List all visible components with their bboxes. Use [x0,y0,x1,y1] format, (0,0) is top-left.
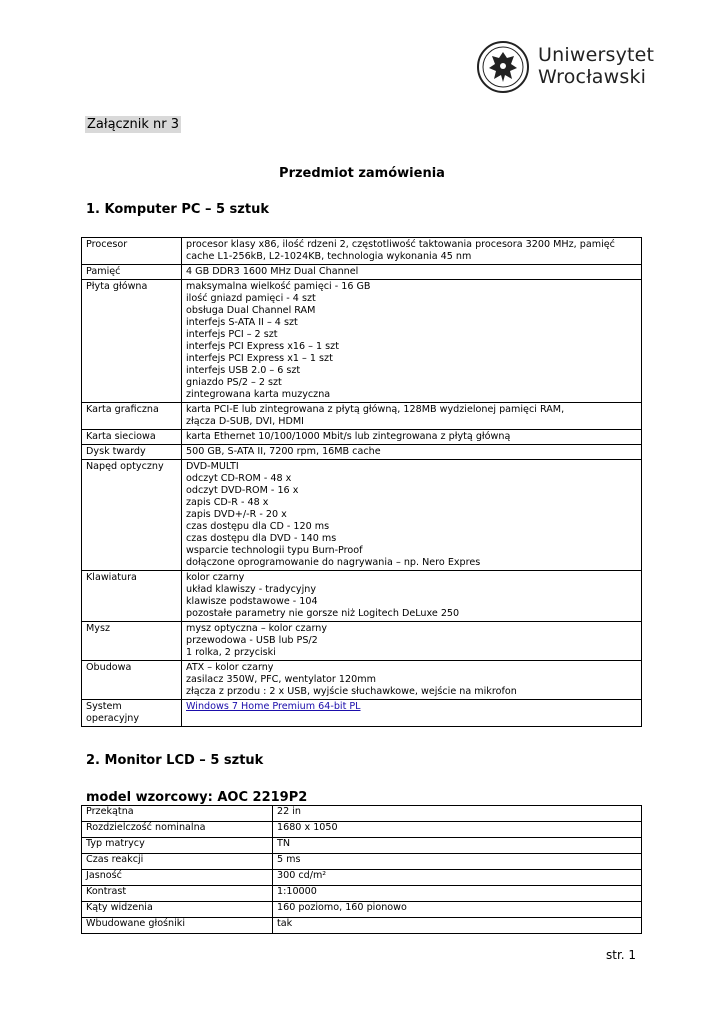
spec-value [182,403,642,430]
logo-line-2: Wrocławski [538,66,647,88]
annex-label: Załącznik nr 3 [87,117,180,132]
spec-value [182,661,642,700]
spec-value-line: 500 GB, S-ATA II, 7200 rpm, 16MB cache [186,446,381,457]
spec-value-line: pozostałe parametry nie gorsze niż Logitech DeLuxe 250 [186,608,460,619]
spec-value [182,238,642,265]
monitor-spec-value: tak [273,918,642,934]
monitor-spec-table [81,805,642,934]
table-row [82,838,642,854]
spec-value-line: interfejs PCI – 2 szt [186,329,278,340]
spec-value [182,622,642,661]
spec-value [182,445,642,460]
spec-value-line: odczyt DVD-ROM - 16 x [186,485,299,496]
table-row [82,918,642,934]
pc-spec-table [81,237,642,727]
spec-value-line: mysz optyczna – kolor czarny [186,623,328,634]
table-row [82,403,642,430]
spec-value [182,700,642,727]
spec-value-line: procesor klasy x86, ilość rdzeni 2, częstotliwość taktowania procesora 3200 MHz, pamięć [186,239,615,250]
spec-value [182,280,642,403]
spec-key: Dysk twardy [82,445,182,460]
monitor-spec-value: 300 cd/m² [273,870,642,886]
spec-value-line: zapis CD-R - 48 x [186,497,269,508]
spec-value-line: gniazdo PS/2 – 2 szt [186,377,282,388]
spec-value-line: karta PCI-E lub zintegrowana z płytą główną, 128MB wydzielonej pamięci RAM, [186,404,565,415]
table-row [82,886,642,902]
spec-value-line: złącza z przodu : 2 x USB, wyjście słuchawkowe, wejście na mikrofon [186,686,517,697]
table-row [82,460,642,571]
spec-value [182,265,642,280]
table-row [82,870,642,886]
table-row [82,854,642,870]
spec-key: System operacyjny [82,700,182,727]
spec-value [182,460,642,571]
table-row [82,238,642,265]
spec-key: Mysz [82,622,182,661]
monitor-spec-value: 1:10000 [273,886,642,902]
table-row [82,430,642,445]
spec-value-line: odczyt CD-ROM - 48 x [186,473,292,484]
monitor-spec-key: Kontrast [82,886,273,902]
section-2-heading: 2. Monitor LCD – 5 sztuk [86,753,264,768]
monitor-spec-key: Kąty widzenia [82,902,273,918]
spec-value-line: interfejs USB 2.0 – 6 szt [186,365,301,376]
spec-value-line: klawisze podstawowe - 104 [186,596,318,607]
monitor-spec-value: 5 ms [273,854,642,870]
table-row [82,445,642,460]
spec-key: Karta graficzna [82,403,182,430]
monitor-spec-value: 160 poziomo, 160 pionowo [273,902,642,918]
spec-value-line: ilość gniazd pamięci - 4 szt [186,293,316,304]
spec-value-line: układ klawiszy - tradycyjny [186,584,316,595]
monitor-spec-key: Jasność [82,870,273,886]
table-row [82,806,642,822]
os-link[interactable]: Windows 7 Home Premium 64-bit PL [186,701,361,712]
spec-value-line: 4 GB DDR3 1600 MHz Dual Channel [186,266,359,277]
spec-value-line: ATX – kolor czarny [186,662,274,673]
spec-value-line: zasilacz 350W, PFC, wentylator 120mm [186,674,376,685]
university-emblem-icon [476,40,530,94]
spec-value [182,430,642,445]
spec-value-line: zintegrowana karta muzyczna [186,389,331,400]
table-row [82,622,642,661]
page-number: str. 1 [606,948,637,962]
spec-value-line: czas dostępu dla DVD - 140 ms [186,533,337,544]
spec-value-line: cache L1-256kB, L2-1024KB, technologia wykonania 45 nm [186,251,472,262]
spec-key: Pamięć [82,265,182,280]
spec-value-line: DVD-MULTI [186,461,239,472]
monitor-spec-value: 22 in [273,806,642,822]
table-row [82,700,642,727]
spec-value-line: złącza D-SUB, DVI, HDMI [186,416,304,427]
table-row [82,661,642,700]
page-title: Przedmiot zamówienia [279,166,445,181]
spec-value-line: 1 rolka, 2 przyciski [186,647,276,658]
spec-value-line: obsługa Dual Channel RAM [186,305,316,316]
spec-value-line: wsparcie technologii typu Burn-Proof [186,545,363,556]
university-logo [476,40,655,100]
table-row [82,822,642,838]
model-heading: model wzorcowy: AOC 2219P2 [86,790,308,805]
table-row [82,265,642,280]
spec-value-line: przewodowa - USB lub PS/2 [186,635,318,646]
monitor-spec-key: Rozdzielczość nominalna [82,822,273,838]
logo-line-1: Uniwersytet [538,44,655,66]
spec-value-line: interfejs PCI Express x1 – 1 szt [186,353,333,364]
monitor-spec-key: Czas reakcji [82,854,273,870]
monitor-spec-key: Wbudowane głośniki [82,918,273,934]
spec-value-line: dołączone oprogramowanie do nagrywania – np. Nero Expres [186,557,481,568]
spec-value-line: interfejs PCI Express x16 – 1 szt [186,341,339,352]
spec-key: Klawiatura [82,571,182,622]
table-row [82,902,642,918]
table-row [82,280,642,403]
spec-value-line: karta Ethernet 10/100/1000 Mbit/s lub zintegrowana z płytą główną [186,431,511,442]
monitor-spec-key: Typ matrycy [82,838,273,854]
spec-value [182,571,642,622]
spec-key: Karta sieciowa [82,430,182,445]
spec-value-line: maksymalna wielkość pamięci - 16 GB [186,281,371,292]
spec-key: Procesor [82,238,182,265]
spec-value-line: zapis DVD+/-R - 20 x [186,509,287,520]
table-row [82,571,642,622]
monitor-spec-value: TN [273,838,642,854]
monitor-spec-value: 1680 x 1050 [273,822,642,838]
spec-value-line: kolor czarny [186,572,245,583]
spec-key: Obudowa [82,661,182,700]
spec-key: Płyta główna [82,280,182,403]
spec-value-line: czas dostępu dla CD - 120 ms [186,521,330,532]
spec-key: Napęd optyczny [82,460,182,571]
monitor-spec-key: Przekątna [82,806,273,822]
section-1-heading: 1. Komputer PC – 5 sztuk [86,202,269,217]
spec-value-line: interfejs S-ATA II – 4 szt [186,317,298,328]
